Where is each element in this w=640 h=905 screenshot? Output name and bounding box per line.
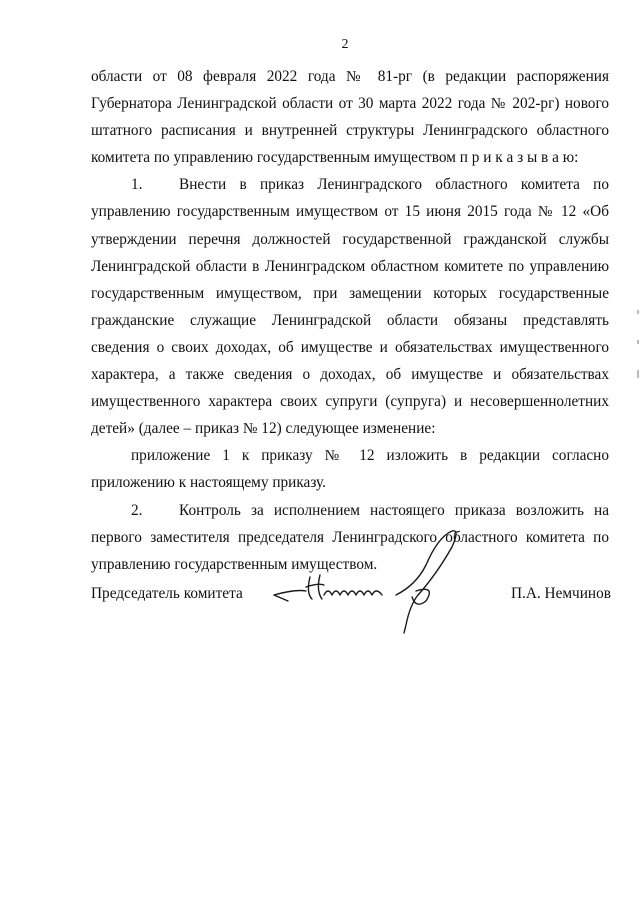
item-2-number: 2.: [131, 501, 143, 519]
item-2-text: Контроль за исполнением настоящего приказа возложить на первого заместителя председателя Ленинградского областного комитета по управлению государственным имуществом.: [91, 501, 609, 573]
margin-scan-marks: [636, 300, 640, 400]
signatory-title: Председатель комитета: [91, 585, 243, 602]
intro-paragraph: области от 08 февраля 2022 года № 81-рг (в редакции распоряжения Губернатора Ленинградской области от 30 марта 2022 года № 202-рг) нового штатного расписания и внутренней структуры Ленинградского областного комитета по управлению государственным имуществом п р и к а з ы в а ю:: [91, 68, 609, 167]
handwritten-signature: [266, 525, 466, 635]
item-1-paragraph: [91, 171, 609, 442]
signatory-name: П.А. Немчинов: [510, 585, 611, 602]
signature-block: [91, 585, 611, 645]
document-body: [91, 63, 609, 578]
page-number: 2: [341, 37, 349, 52]
item-1-subparagraph: приложение 1 к приказу № 12 изложить в редакции согласно приложению к настоящему приказу.: [91, 447, 609, 492]
item-1-text: Внести в приказ Ленинградского областного комитета по управлению государственным имуществом от 15 июня 2015 года № 12 «Об утверждении перечня должностей государственной гражданской службы Ленинградской области в Ленинградском областном комитете по управлению государственным имуществом, при замещении которых государственные гражданские служащие Ленинградской области обязаны представлять сведения о своих доходах, об имуществе и обязательствах имущественного характера, а также сведения о доходах, об имуществе и обязательствах имущественного характера своих супруги (супруга) и несовершеннолетних детей» (далее – приказ № 12) следующее изменение:: [91, 176, 609, 438]
item-1-number: 1.: [131, 176, 143, 194]
